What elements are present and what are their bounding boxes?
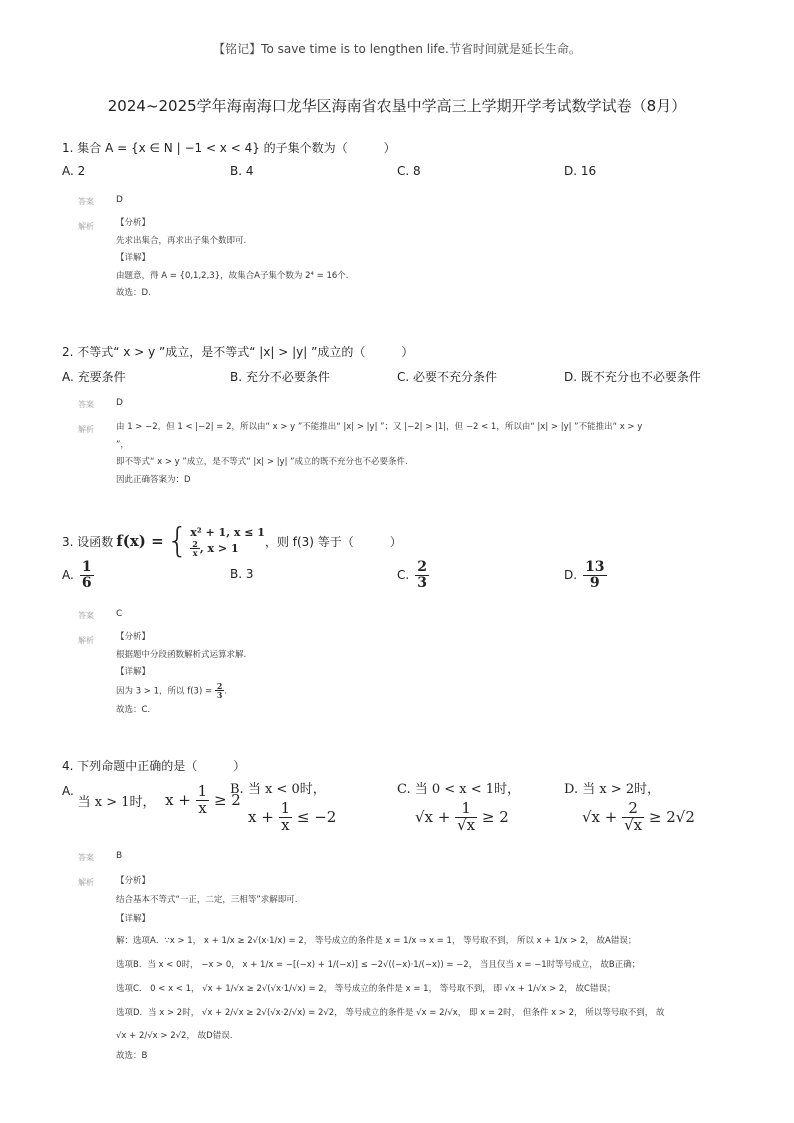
options	[62, 164, 742, 184]
analysis-line: 【详解】	[116, 914, 151, 924]
option-b[interactable]: B. 当 x < 0时， x + $\frac{1}{x}$ ≤ −2	[230, 782, 337, 834]
answer-label: 答案	[78, 611, 94, 620]
question-3	[62, 521, 742, 596]
option-a[interactable]: A. 2	[62, 164, 86, 178]
analysis-label: 解析	[78, 222, 94, 231]
option-a[interactable]: A. 当 x > 1时， x + $\frac{1}{x}$ ≥ 2	[62, 782, 241, 817]
option-c[interactable]: C. 8	[397, 164, 421, 178]
analysis-line: 选项D．当 x > 2时， √x + 2/√x ≥ 2√(√x·2/√x) = 2√2， 等号成立的条件是 √x = 2/√x， 即 x = 2时， 但条件 x > 2， 所以等号取不到， 故	[116, 1008, 665, 1018]
analysis-block	[116, 215, 746, 303]
answer-value: C	[116, 609, 123, 619]
analysis-line: 故选：B	[116, 1051, 148, 1061]
analysis-line: 先求出集合，再求出子集个数即可.	[116, 235, 247, 246]
case-1: x² + 1, x ≤ 1	[190, 525, 265, 539]
option-d[interactable]: D. 当 x > 2时， √x + $\frac{2}{√x}$ ≥ 2√2	[564, 782, 695, 834]
option-b[interactable]: B. 充分不必要条件	[230, 370, 330, 384]
options	[62, 778, 742, 844]
analysis-line: 解：选项A．∵x > 1， x + 1/x ≥ 2√(x·1/x) = 2， 等号成立的条件是 x = 1/x ⇒ x = 1， 等号取不到， 所以 x + 1/x > 2， 故A错误；	[116, 936, 637, 946]
stem-prefix: 3. 设函数	[62, 534, 114, 549]
analysis-line: 选项C． 0 < x < 1， √x + 1/√x ≥ 2√(√x·1/√x) = 2， 等号成立的条件是 x = 1， 等号取不到， 即 √x + 1/√x > 2， 故C错误；	[116, 984, 616, 994]
option-c[interactable]: C. 当 0 < x < 1时， √x + $\frac{1}{√x}$ ≥ 2	[397, 782, 521, 834]
stem-suffix: ，则 f(3) 等于（ ）	[264, 534, 402, 549]
options	[62, 560, 742, 596]
analysis-line: 由 1 > −2，但 1 < |−2| = 2，所以由“ x > y ”不能推出“ |x| > |y| ”；又 |−2| > |1|，但 −2 < 1，所以由“ |x| > |y| ”不能推出“ x > y	[116, 422, 643, 432]
analysis-line: 由题意，得 A = {0,1,2,3}，故集合A子集个数为 2⁴ = 16个.	[116, 270, 349, 281]
left-brace: {	[166, 521, 189, 561]
analysis-line: 即不等式“ x > y ”成立，是不等式“ |x| > |y| ”成立的既不充分也不必要条件.	[116, 457, 408, 467]
answer-value: D	[116, 398, 123, 408]
analysis-block	[116, 872, 746, 1066]
analysis-line: 【分析】	[116, 876, 151, 886]
question-4	[62, 757, 742, 844]
option-a[interactable]: A. $\frac{1}{6}$	[62, 559, 92, 591]
question-1	[62, 139, 742, 184]
answer-label: 答案	[78, 197, 94, 206]
analysis-block	[116, 419, 746, 489]
answer-label: 答案	[78, 400, 94, 409]
analysis-line: 结合基本不等式“一正，二定，三相等”求解即可.	[116, 895, 298, 905]
question-stem: 2. 不等式“ x > y ”成立，是不等式“ |x| > |y| ”成立的（ ）	[62, 345, 414, 359]
function-name: f(x) =	[116, 532, 164, 550]
option-d[interactable]: D. 16	[564, 164, 597, 178]
analysis-line: 【详解】	[116, 667, 151, 677]
answer-label: 答案	[78, 853, 94, 862]
analysis-block	[116, 629, 746, 719]
motto: 【铭记】To save time is to lengthen life.节省时间就是延长生命。	[213, 42, 581, 56]
piecewise-cases	[190, 525, 265, 558]
option-c[interactable]: C. $\frac{2}{3}$	[397, 559, 427, 591]
analysis-label: 解析	[78, 878, 94, 887]
analysis-line: 因为 3 > 1，所以 f(3) = $\frac{2}{3}$ .	[116, 680, 228, 700]
answer-value: B	[116, 851, 123, 861]
option-b[interactable]: B. 3	[230, 567, 254, 581]
analysis-line: 根据题中分段函数解析式运算求解.	[116, 649, 247, 660]
question-stem: 1. 集合 A = {x ∈ N | −1 < x < 4} 的子集个数为（ ）	[62, 141, 396, 155]
option-c[interactable]: C. 必要不充分条件	[397, 370, 498, 384]
analysis-line: 因此正确答案为：D	[116, 474, 191, 485]
option-b[interactable]: B. 4	[230, 164, 254, 178]
question-stem: 4. 下列命题中正确的是（ ）	[62, 759, 246, 773]
analysis-label: 解析	[78, 425, 94, 434]
options	[62, 368, 742, 388]
analysis-line: 故选：C.	[116, 704, 151, 715]
analysis-line: 【分析】	[116, 632, 151, 642]
analysis-line: √x + 2/√x > 2√2， 故D错误.	[116, 1031, 233, 1041]
question-2	[62, 343, 742, 388]
analysis-line: 选项B．当 x < 0时， −x > 0， x + 1/x = −[(−x) + 1/(−x)] ≤ −2√((−x)·1/(−x)) = −2， 当且仅当 x = −1时等号成立， 故B正确；	[116, 960, 641, 970]
analysis-line: 【详解】	[116, 253, 151, 263]
analysis-line: 故选：D.	[116, 288, 151, 298]
page-title: 2024~2025学年海南海口龙华区海南省农垦中学高三上学期开学考试数学试卷（8月）	[107, 97, 687, 115]
answer-value: D	[116, 195, 123, 205]
analysis-label: 解析	[78, 636, 94, 645]
option-d[interactable]: D. $\frac{13}{9}$	[564, 559, 605, 591]
analysis-line: 【分析】	[116, 218, 151, 228]
option-a[interactable]: A. 充要条件	[62, 370, 126, 384]
question-stem	[62, 521, 742, 561]
option-d[interactable]: D. 既不充分也不必要条件	[564, 370, 701, 384]
analysis-line: ”，	[116, 439, 129, 450]
case-2: $\frac{2}{x}$ , x > 1	[192, 538, 239, 558]
